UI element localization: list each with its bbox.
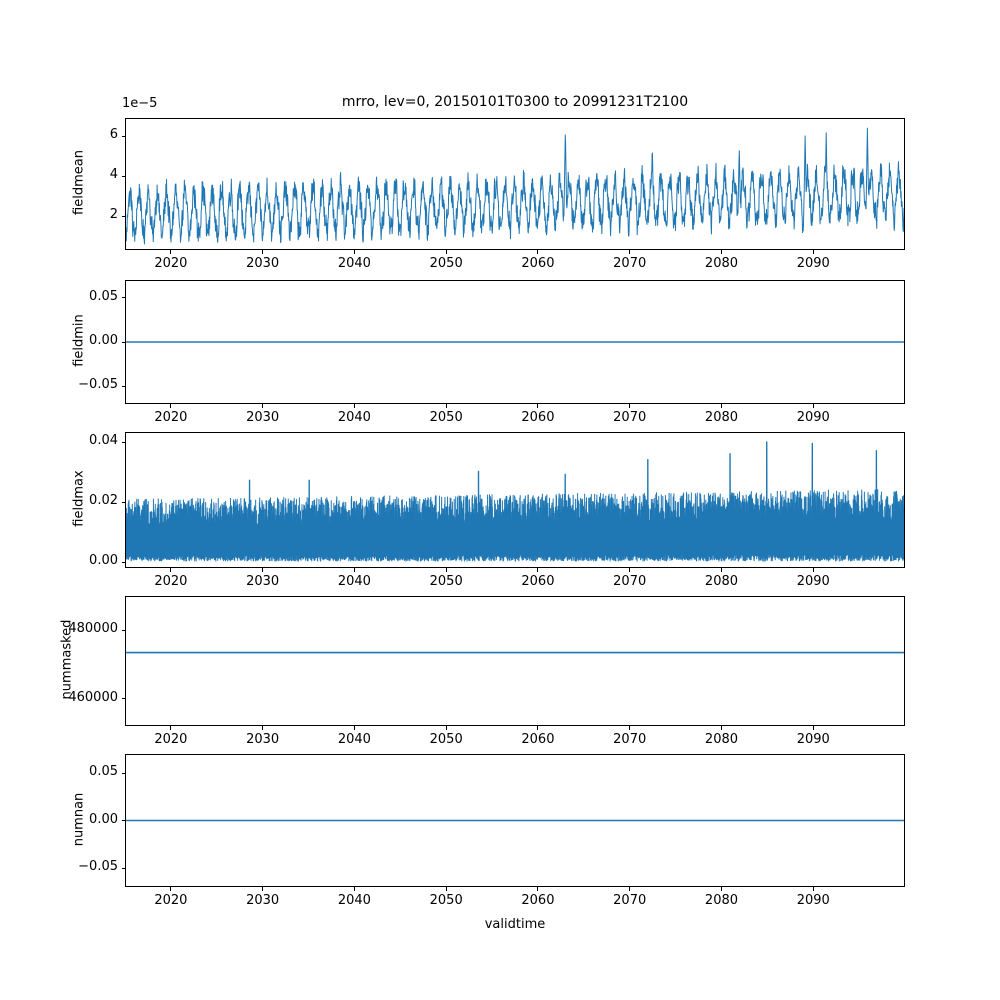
y-tick-label: 2 bbox=[109, 207, 118, 222]
x-tick-mark bbox=[262, 404, 263, 408]
x-tick-mark bbox=[629, 250, 630, 254]
x-tick-mark bbox=[537, 726, 538, 730]
y-tick-label: 480000 bbox=[68, 621, 118, 637]
x-tick-label: 2030 bbox=[246, 256, 280, 271]
x-tick-mark bbox=[170, 404, 171, 408]
x-tick-mark bbox=[354, 250, 355, 254]
x-tick-mark bbox=[813, 568, 814, 572]
x-tick-mark bbox=[813, 250, 814, 254]
x-tick-mark bbox=[537, 250, 538, 254]
x-tick-label: 2080 bbox=[704, 732, 739, 747]
y-tick-label: 6 bbox=[109, 127, 118, 142]
x-tick-label: 2060 bbox=[521, 574, 555, 589]
y-tick-label: 4 bbox=[109, 167, 118, 182]
x-tick-mark bbox=[629, 887, 630, 891]
chart-title: mrro, lev=0, 20150101T0300 to 20991231T2100 bbox=[341, 94, 689, 110]
x-tick-mark bbox=[813, 726, 814, 730]
x-tick-mark bbox=[446, 568, 447, 572]
y-tick-mark bbox=[122, 698, 126, 699]
subplot-fieldmax bbox=[125, 432, 905, 568]
y-tick-label: 0.02 bbox=[89, 493, 118, 509]
x-tick-mark bbox=[262, 568, 263, 572]
y-tick-mark bbox=[122, 562, 126, 563]
y-axis-label-fieldmean: fieldmean bbox=[71, 150, 87, 215]
y-tick-mark bbox=[122, 773, 126, 774]
data-line-fieldmean bbox=[126, 119, 904, 249]
x-tick-mark bbox=[170, 250, 171, 254]
x-tick-mark bbox=[354, 404, 355, 408]
y-tick-label: 460000 bbox=[68, 689, 118, 705]
subplot-fieldmean bbox=[125, 118, 905, 250]
y-tick-mark bbox=[122, 868, 126, 869]
x-tick-mark bbox=[446, 404, 447, 408]
x-tick-mark bbox=[446, 726, 447, 730]
y-tick-mark bbox=[122, 297, 126, 298]
y-tick-label: 0.00 bbox=[89, 811, 118, 827]
x-tick-mark bbox=[813, 887, 814, 891]
x-tick-label: 2030 bbox=[246, 410, 280, 425]
data-line-fieldmin bbox=[126, 281, 904, 403]
x-tick-label: 2070 bbox=[613, 893, 647, 908]
x-tick-label: 2050 bbox=[429, 410, 463, 425]
x-tick-label: 2050 bbox=[429, 256, 463, 271]
y-tick-label: 0.00 bbox=[89, 553, 118, 569]
subplot-fieldmin bbox=[125, 280, 905, 404]
x-tick-mark bbox=[262, 887, 263, 891]
x-tick-mark bbox=[721, 250, 722, 254]
x-tick-mark bbox=[721, 726, 722, 730]
y-tick-mark bbox=[122, 502, 126, 503]
y-tick-label: 0.05 bbox=[89, 288, 118, 304]
x-tick-label: 2060 bbox=[521, 256, 555, 271]
y-tick-label: 0.04 bbox=[89, 433, 118, 449]
x-tick-label: 2070 bbox=[613, 732, 647, 747]
y-tick-mark bbox=[122, 136, 126, 137]
y-tick-label: −0.05 bbox=[78, 859, 118, 874]
axes-frame-fieldmean bbox=[125, 118, 905, 250]
x-tick-mark bbox=[629, 404, 630, 408]
x-axis-label: validtime bbox=[484, 917, 546, 932]
x-tick-label: 2080 bbox=[704, 256, 739, 271]
x-tick-mark bbox=[354, 887, 355, 891]
y-tick-label: 0.00 bbox=[89, 333, 118, 348]
y-tick-mark bbox=[122, 820, 126, 821]
x-tick-label: 2030 bbox=[246, 574, 280, 589]
x-tick-label: 2050 bbox=[429, 574, 463, 589]
x-tick-label: 2040 bbox=[337, 410, 371, 425]
x-tick-label: 2040 bbox=[337, 732, 371, 747]
x-tick-mark bbox=[629, 568, 630, 572]
y-tick-label: 0.05 bbox=[89, 764, 118, 779]
y-tick-label: −0.05 bbox=[78, 377, 118, 393]
x-tick-mark bbox=[262, 726, 263, 730]
x-tick-label: 2020 bbox=[154, 410, 188, 425]
axes-frame-numnan bbox=[125, 754, 905, 887]
x-tick-label: 2030 bbox=[246, 893, 280, 908]
axes-frame-fieldmax bbox=[125, 432, 905, 568]
x-tick-mark bbox=[354, 726, 355, 730]
x-tick-label: 2060 bbox=[521, 893, 555, 908]
y-axis-label-fieldmax: fieldmax bbox=[71, 470, 87, 527]
x-tick-label: 2090 bbox=[796, 574, 830, 589]
x-tick-label: 2080 bbox=[704, 893, 739, 908]
x-tick-label: 2070 bbox=[613, 256, 647, 271]
y-axis-label-fieldmin: fieldmin bbox=[71, 314, 87, 367]
x-tick-label: 2020 bbox=[154, 893, 188, 908]
y-tick-mark bbox=[122, 386, 126, 387]
data-line-fieldmax bbox=[126, 433, 904, 567]
x-tick-label: 2090 bbox=[796, 893, 830, 908]
axes-frame-fieldmin bbox=[125, 280, 905, 404]
x-tick-label: 2090 bbox=[796, 732, 830, 747]
y-tick-mark bbox=[122, 342, 126, 343]
x-tick-mark bbox=[262, 250, 263, 254]
data-line-nummasked bbox=[126, 597, 904, 725]
x-tick-mark bbox=[537, 568, 538, 572]
y-axis-label-numnan: numnan bbox=[71, 792, 87, 846]
x-tick-label: 2080 bbox=[704, 574, 739, 589]
x-tick-mark bbox=[813, 404, 814, 408]
x-tick-mark bbox=[446, 250, 447, 254]
x-tick-label: 2020 bbox=[154, 256, 188, 271]
x-tick-label: 2040 bbox=[337, 893, 371, 908]
x-tick-label: 2090 bbox=[796, 256, 830, 271]
x-tick-label: 2060 bbox=[521, 732, 555, 747]
x-tick-label: 2090 bbox=[796, 410, 830, 425]
y-tick-mark bbox=[122, 176, 126, 177]
x-tick-mark bbox=[537, 887, 538, 891]
x-tick-label: 2040 bbox=[337, 256, 371, 271]
x-tick-label: 2050 bbox=[429, 732, 463, 747]
x-tick-mark bbox=[446, 887, 447, 891]
x-tick-mark bbox=[170, 568, 171, 572]
x-tick-label: 2070 bbox=[613, 410, 647, 425]
x-tick-label: 2080 bbox=[704, 410, 739, 425]
x-tick-label: 2040 bbox=[337, 574, 371, 589]
subplot-numnan bbox=[125, 754, 905, 887]
x-tick-mark bbox=[721, 404, 722, 408]
data-line-numnan bbox=[126, 755, 904, 886]
x-tick-label: 2020 bbox=[154, 574, 188, 589]
y-tick-mark bbox=[122, 216, 126, 217]
x-tick-mark bbox=[170, 887, 171, 891]
x-tick-mark bbox=[721, 568, 722, 572]
x-tick-mark bbox=[354, 568, 355, 572]
axes-frame-nummasked bbox=[125, 596, 905, 726]
x-tick-label: 2020 bbox=[154, 732, 188, 747]
subplot-nummasked bbox=[125, 596, 905, 726]
y-tick-mark bbox=[122, 630, 126, 631]
y-axis-label-nummasked: nummasked bbox=[59, 619, 75, 700]
x-tick-mark bbox=[537, 404, 538, 408]
x-tick-mark bbox=[721, 887, 722, 891]
x-tick-mark bbox=[629, 726, 630, 730]
y-axis-offset-text: 1e−5 bbox=[122, 96, 158, 111]
x-tick-mark bbox=[170, 726, 171, 730]
x-tick-label: 2060 bbox=[521, 410, 555, 425]
y-tick-mark bbox=[122, 442, 126, 443]
x-tick-label: 2030 bbox=[246, 732, 280, 747]
x-tick-label: 2050 bbox=[429, 893, 463, 908]
x-tick-label: 2070 bbox=[613, 574, 647, 589]
